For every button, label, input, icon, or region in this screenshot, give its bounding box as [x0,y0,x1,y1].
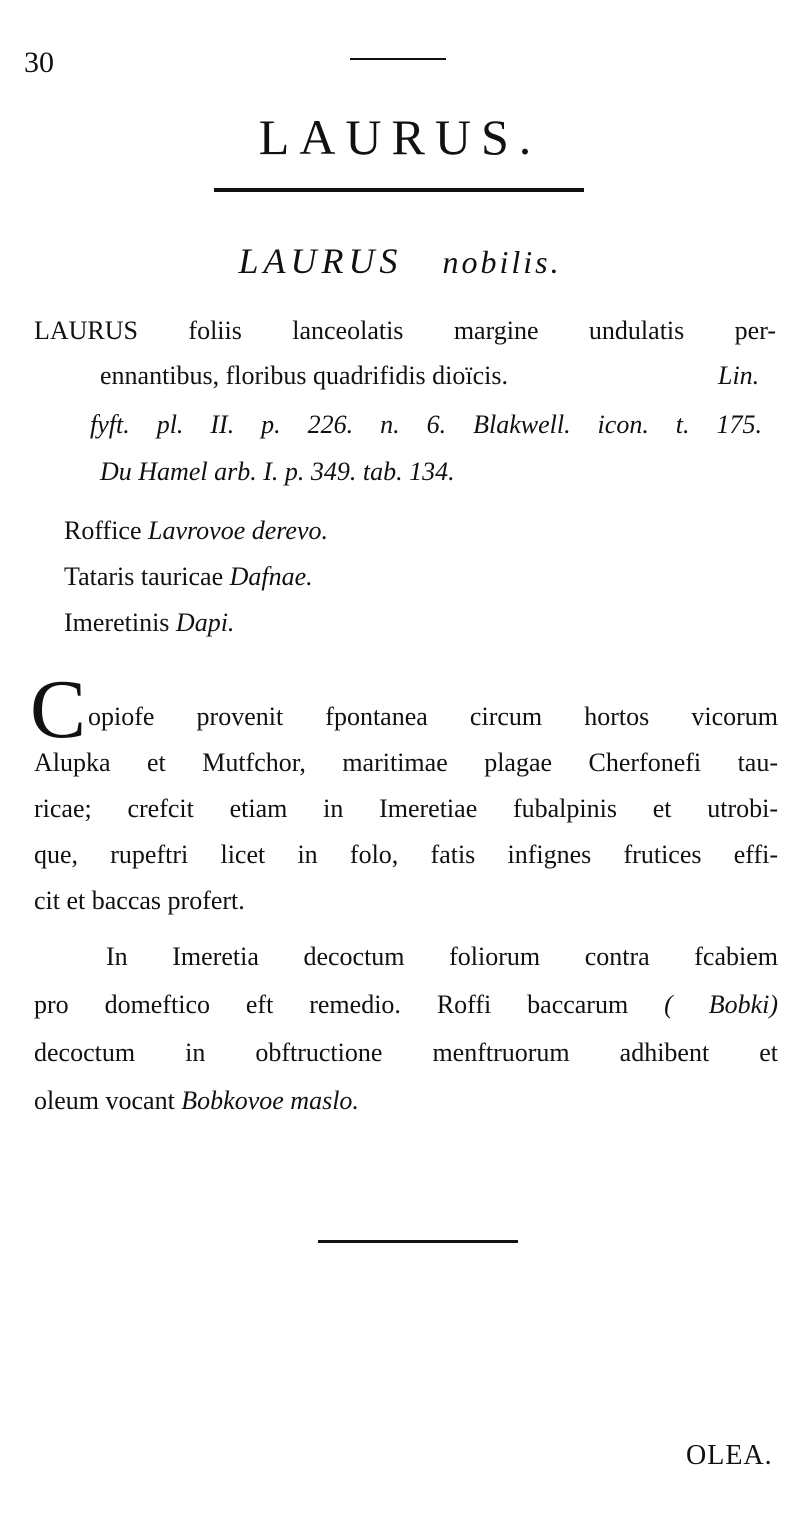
paragraph2-line-2-text: pro domeftico eft remedio. Roffi baccarum [34,990,629,1019]
drop-cap [30,663,87,756]
species-heading [0,240,800,282]
species-genus: LAURUS [238,241,403,281]
end-rule [318,1240,518,1243]
paragraph1-line-4: que, rupeftri licet in folo, fatis infignes frutices effi- [34,840,778,869]
synonymy-line-4-text: Du Hamel arb. I. p. 349. tab. 134. [100,457,455,486]
paragraph1-line-2: Alupka et Mutfchor, maritimae plagae Cherfonefi tau- [34,748,778,777]
catchword: OLEA. [686,1440,773,1471]
paragraph1-line-3: ricae; crefcit etiam in Imeretiae fubalpinis et utrobi- [34,794,778,823]
synonymy-line-1: LAURUS foliis lanceolatis margine undulatis per- [34,316,776,345]
vernacular-name-2: Dafnae. [229,562,313,591]
paragraph2-line-4-italic: Bobkovoe maslo. [181,1086,359,1115]
title-rule [214,188,584,192]
vernacular-line-3 [64,608,234,638]
vernacular-lang-1: Roffice [64,516,142,545]
paragraph2-line-2 [34,990,778,1020]
vernacular-lang-2: Tataris tauricae [64,562,224,591]
paragraph2-line-1: In Imeretia decoctum foliorum contra fcabiem [106,942,778,971]
species-epithet: nobilis. [442,244,562,280]
drop-cap-letter: C [30,663,87,756]
vernacular-name-3: Dapi. [175,608,235,637]
page-number: 30 [24,46,54,79]
vernacular-lang-3: Imeretinis [64,608,170,637]
vernacular-line-2 [64,562,313,592]
paragraph2-line-4 [34,1086,359,1116]
synonymy-citation-text: Lin. [718,361,760,390]
paragraph1-line-5: cit et baccas profert. [34,886,245,915]
header-rule [350,58,446,60]
vernacular-name-1: Lavrovoe derevo. [148,516,329,545]
synonymy-line-2: ennantibus, floribus quadrifidis dioïcis. [100,361,509,390]
synonymy-line-3 [90,410,762,440]
synonymy-citation [718,361,759,391]
vernacular-line-1 [64,516,328,546]
paragraph1-line-1: opiofe provenit fpontanea circum hortos vicorum [88,702,778,731]
synonymy-line-3-text: fyft. pl. II. p. 226. n. 6. Blakwell. icon. t. 175. [90,410,762,439]
paragraph2-line-2-italic: ( Bobki) [664,990,778,1019]
paragraph2-line-4-text: oleum vocant [34,1086,175,1115]
paragraph2-line-3: decoctum in obftructione menftruorum adhibent et [34,1038,778,1067]
synonymy-line-4 [100,457,455,487]
page-title: LAURUS. [258,109,542,165]
